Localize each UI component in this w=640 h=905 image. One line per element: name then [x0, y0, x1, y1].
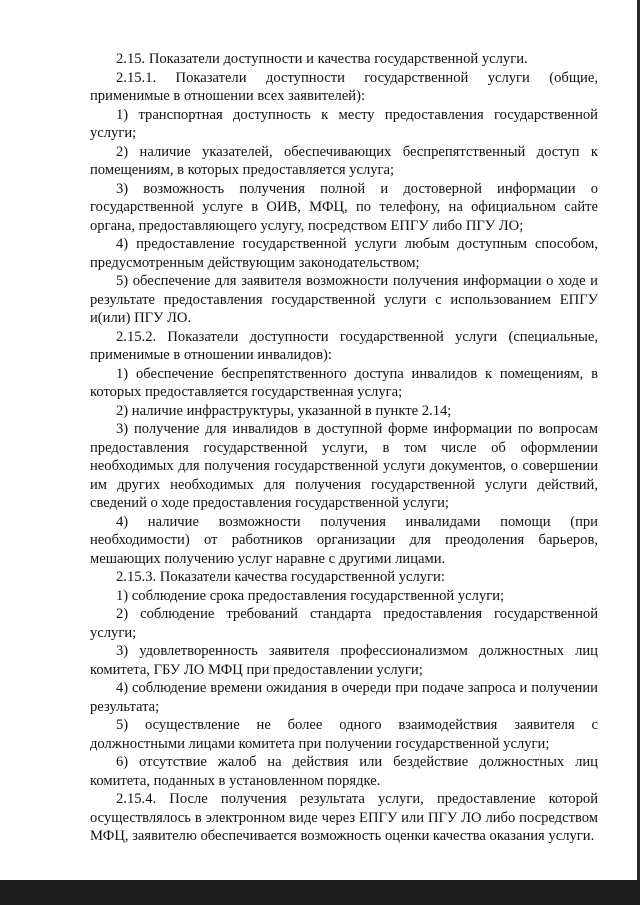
- section-heading-2-15: 2.15. Показатели доступности и качества государственной услуги.: [116, 51, 528, 67]
- list-item: 3) получение для инвалидов в доступной форме информации по вопросам предоставления государственной услуги, в том числе об оформлении необходимых для получения государственной услуги документов, о совершении им других необходимых для получения государственной услуги действий, сведений о ходе предоставления государственной услуги;: [90, 421, 598, 511]
- subsection-2-15-2: 2.15.2. Показатели доступности государственной услуги (специальные, применимые в отношении инвалидов):: [90, 328, 598, 363]
- subsection-2-15-3: 2.15.3. Показатели качества государственной услуги:: [116, 569, 445, 585]
- list-item: 2) соблюдение требований стандарта предоставления государственной услуги;: [90, 606, 598, 641]
- list-item: 1) соблюдение срока предоставления государственной услуги;: [116, 587, 505, 604]
- list-item: 1) обеспечение беспрепятственного доступа инвалидов к помещениям, в которых предоставляется государственная услуга;: [90, 365, 598, 400]
- list-item: 3) возможность получения полной и достоверной информации о государственной услуге в ОИВ, МФЦ, по телефону, на официальном сайте органа, предоставляющего услугу, посредством ЕПГУ либо ПГУ ЛО;: [90, 180, 598, 234]
- list-item: 4) наличие возможности получения инвалидами помощи (при необходимости) от работников организации для преодоления барьеров, мешающих получению услуг наравне с другими лицами.: [90, 513, 598, 567]
- list-item: 1) транспортная доступность к месту предоставления государственной услуги;: [90, 106, 598, 141]
- list-item: 4) соблюдение времени ожидания в очереди при подаче запроса и получении результата;: [90, 680, 598, 715]
- subsection-2-15-1: 2.15.1. Показатели доступности государственной услуги (общие, применимые в отношении всех заявителей):: [90, 69, 598, 104]
- list-item: 2) наличие указателей, обеспечивающих беспрепятственный доступ к помещениям, в которых предоставляется услуга;: [90, 143, 598, 178]
- subsection-2-15-4: 2.15.4. После получения результата услуги, предоставление которой осуществлялось в электронном виде через ЕПГУ или ПГУ ЛО либо посредством МФЦ, заявителю обеспечивается возможность оценки качества оказания услуги.: [90, 791, 598, 844]
- list-item: 2) наличие инфраструктуры, указанной в пункте 2.14;: [116, 402, 452, 419]
- document-body: [90, 50, 598, 846]
- list-item: 3) удовлетворенность заявителя профессионализмом должностных лиц комитета, ГБУ ЛО МФЦ при предоставлении услуги;: [90, 643, 598, 678]
- list-item: 5) осуществление не более одного взаимодействия заявителя с должностными лицами комитета при получении государственной услуги;: [90, 717, 598, 752]
- list-item: 4) предоставление государственной услуги любым доступным способом, предусмотренным действующим законодательством;: [90, 236, 598, 271]
- list-item: 6) отсутствие жалоб на действия или бездействие должностных лиц комитета, поданных в установленном порядке.: [90, 754, 598, 789]
- scan-edge-bottom: [0, 880, 640, 905]
- list-item: 5) обеспечение для заявителя возможности получения информации о ходе и результате предоставления государственной услуги с использованием ЕПГУ и(или) ПГУ ЛО.: [90, 273, 598, 326]
